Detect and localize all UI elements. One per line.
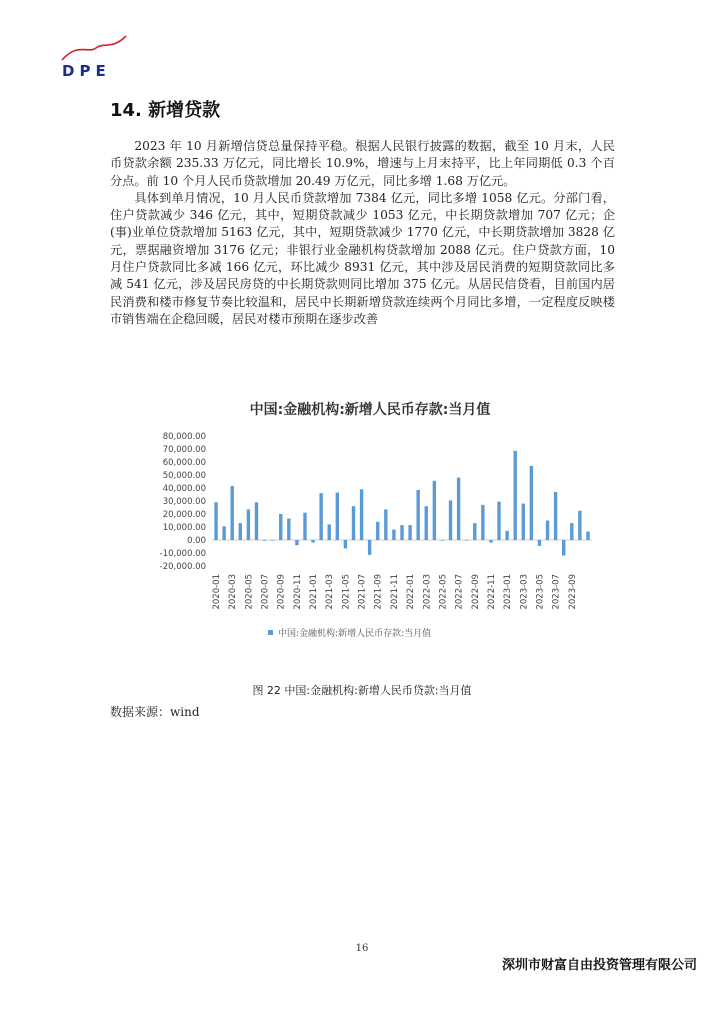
x-tick-label: 2022-03 (422, 574, 433, 610)
x-tick-label: 2023-03 (519, 574, 530, 610)
x-tick-label: 2020-01 (212, 574, 223, 610)
legend-swatch (268, 630, 273, 635)
x-tick-label: 2021-03 (325, 574, 336, 610)
bar (505, 531, 508, 540)
x-tick-label: 2020-09 (276, 574, 287, 610)
bar (319, 493, 322, 540)
paragraph-2: 具体到单月情况，10 月人民币贷款增加 7384 亿元，同比多增 1058 亿元。分部门看，住户贷款减少 346 亿元，其中，短期贷款减少 1053 亿元，中长期贷款增加 707 亿元；企(事)业单位贷款增加 5163 亿元，其中，短期贷款减少 1770 亿元，中长期贷款增加 3828 亿元，票据融资增加 3176 亿元；非银行业金融机构贷款增加 2088 亿元。住户贷款方面，10 月住户贷款同比多减 166 亿元，环比减少 8931 亿元，其中涉及居民消费的短期贷款同比多减 541 亿元，涉及居民房贷的中长期贷款则同比增加 375 亿元。从居民信贷看，目前国内居民消费和楼市修复节奏比较温和，居民中长期新增贷款连续两个月同比多增，一定程度反映楼市销售端在企稳回暖，居民对楼市预期在逐步改善 (110, 190, 615, 326)
bar (457, 478, 460, 540)
bar (328, 524, 331, 540)
chart (140, 394, 600, 656)
bar (360, 489, 363, 540)
bar (255, 502, 258, 540)
y-tick-label: 40,000.00 (162, 484, 206, 494)
y-tick-label: 10,000.00 (162, 523, 206, 533)
bar (530, 466, 533, 540)
x-tick-label: 2021-11 (389, 574, 400, 610)
x-tick-label: 2020-07 (260, 574, 271, 610)
bar (538, 540, 541, 546)
bar (586, 532, 589, 540)
bar (570, 523, 573, 540)
y-tick-label: -10,000.00 (159, 549, 206, 559)
bar (481, 505, 484, 540)
y-tick-label: -20,000.00 (159, 562, 206, 572)
x-tick-label: 2023-01 (503, 574, 514, 610)
logo-text: DPE (62, 62, 111, 80)
chart-svg (140, 394, 600, 656)
x-tick-label: 2022-11 (486, 574, 497, 610)
bar (392, 530, 395, 540)
y-tick-label: 60,000.00 (162, 458, 206, 468)
paragraph-1: 2023 年 10 月新增信贷总量保持平稳。根据人民银行披露的数据，截至 10 月末，人民币贷款余额 235.33 万亿元，同比增长 10.9%，增速与上月末持平，比上年同期低 0.3 个百分点。前 10 个月人民币贷款增加 20.49 万亿元，同比多增 1.68 万亿元。 (110, 139, 615, 188)
bar (376, 522, 379, 540)
bar (336, 493, 339, 540)
x-tick-label: 2022-05 (438, 574, 449, 610)
bar (546, 521, 549, 541)
bar (271, 540, 274, 541)
x-tick-label: 2022-01 (406, 574, 417, 610)
bar (433, 481, 436, 540)
x-tick-label: 2023-09 (567, 574, 578, 610)
figure-caption: 图 22 中国:金融机构:新增人民币贷款:当月值 (252, 684, 472, 697)
bar (513, 451, 516, 540)
bar (214, 502, 217, 540)
section-heading: 14. 新增贷款 (110, 100, 221, 121)
body-text (110, 138, 615, 328)
bar (295, 540, 298, 545)
bar (239, 523, 242, 540)
bar (303, 513, 306, 540)
legend-label: 中国:金融机构:新增人民币存款:当月值 (278, 629, 432, 639)
bar (441, 540, 444, 541)
bar (449, 500, 452, 540)
bar (554, 492, 557, 540)
bar (352, 506, 355, 540)
x-tick-label: 2020-05 (244, 574, 255, 610)
y-tick-label: 20,000.00 (162, 510, 206, 520)
x-tick-label: 2021-09 (373, 574, 384, 610)
x-tick-label: 2020-11 (292, 574, 303, 610)
chart-title: 中国:金融机构:新增人民币存款:当月值 (249, 402, 491, 418)
y-tick-label: 80,000.00 (162, 432, 206, 442)
x-tick-label: 2020-03 (228, 574, 239, 610)
y-tick-label: 50,000.00 (162, 471, 206, 481)
legend (268, 627, 431, 639)
bar (425, 506, 428, 540)
x-tick-label: 2021-07 (357, 574, 368, 610)
bar (465, 540, 468, 541)
y-tick-label: 70,000.00 (162, 445, 206, 455)
bar (522, 504, 525, 540)
bar (497, 502, 500, 540)
bar (231, 486, 234, 540)
bar (287, 519, 290, 540)
x-tick-label: 2021-01 (309, 574, 320, 610)
x-tick-label: 2022-09 (470, 574, 481, 610)
bar (222, 526, 225, 540)
y-tick-label: 30,000.00 (162, 497, 206, 507)
bar (473, 523, 476, 540)
x-tick-label: 2023-05 (535, 574, 546, 610)
bar (408, 525, 411, 540)
bar (247, 509, 250, 540)
bar (368, 540, 371, 555)
x-tick-label: 2021-05 (341, 574, 352, 610)
bar (279, 514, 282, 540)
bar (344, 540, 347, 548)
bar (263, 540, 266, 541)
x-tick-label: 2022-07 (454, 574, 465, 610)
company-name: 深圳市财富自由投资管理有限公司 (501, 958, 697, 973)
bar (562, 540, 565, 556)
page-number: 16 (355, 943, 369, 954)
data-source: 数据来源：wind (110, 705, 200, 719)
x-tick-label: 2023-07 (551, 574, 562, 610)
y-tick-label: 0.00 (187, 536, 206, 546)
bar (578, 511, 581, 540)
bar (489, 540, 492, 543)
bar (400, 525, 403, 540)
bar (416, 490, 419, 540)
bar (311, 540, 314, 543)
bar (384, 509, 387, 540)
